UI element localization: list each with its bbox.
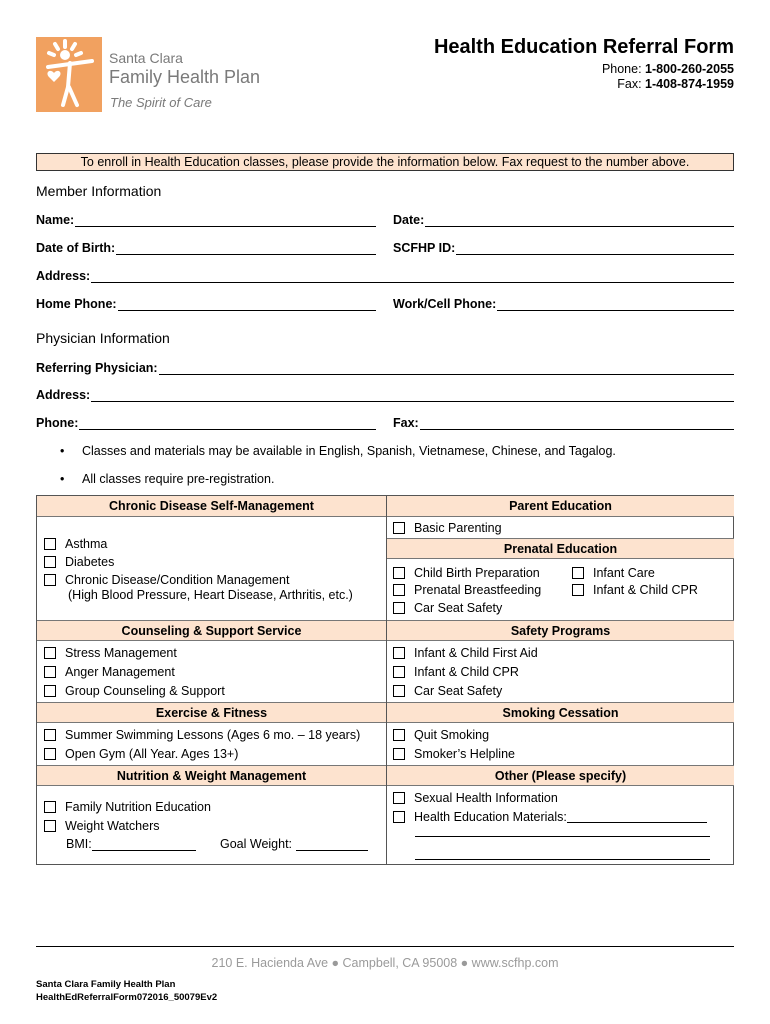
physician-fax-line[interactable]: [420, 417, 734, 430]
footer-form-id: HealthEdReferralForm072016_50079Ev2: [36, 992, 218, 1003]
logo-text: [109, 50, 260, 88]
family-nutrition-option[interactable]: [44, 798, 211, 815]
referring-physician-field[interactable]: [36, 359, 734, 375]
anger-management-option[interactable]: [44, 663, 175, 680]
checkbox[interactable]: [393, 729, 405, 741]
member-address-field[interactable]: [36, 267, 734, 283]
physician-section-title: Physician Information: [36, 330, 170, 346]
physician-fax-field[interactable]: [393, 414, 734, 430]
member-address-label: Address:: [36, 269, 91, 283]
option-label: Quit Smoking: [414, 727, 490, 742]
home-phone-label: Home Phone:: [36, 297, 117, 311]
member-name-field[interactable]: [36, 211, 376, 227]
bullet-text: All classes require pre-registration.: [82, 472, 275, 486]
health-materials-option[interactable]: [393, 808, 707, 825]
checkbox[interactable]: [44, 748, 56, 760]
basic-parenting-option[interactable]: [393, 519, 502, 536]
option-label: Health Education Materials:: [414, 809, 567, 824]
exercise-header: Exercise & Fitness: [37, 702, 386, 723]
instruction-banner: To enroll in Health Education classes, please provide the information below. Fax request to the number above.: [36, 153, 734, 171]
physician-fax-label: Fax:: [393, 416, 419, 430]
checkbox[interactable]: [44, 729, 56, 741]
checkbox[interactable]: [393, 647, 405, 659]
option-label: Asthma: [65, 536, 108, 551]
option-label: Infant Care: [593, 565, 655, 580]
dob-field[interactable]: [36, 239, 376, 255]
tagline: The Spirit of Care: [110, 95, 212, 110]
option-label: Car Seat Safety: [414, 683, 503, 698]
member-date-line[interactable]: [425, 214, 734, 227]
footer-ids: [36, 978, 217, 1004]
physician-phone-field[interactable]: [36, 414, 376, 430]
bullet-languages: [60, 444, 616, 458]
checkbox[interactable]: [572, 567, 584, 579]
option-label: Infant & Child CPR: [414, 664, 519, 679]
option-label: Family Nutrition Education: [65, 799, 211, 814]
option-label: Anger Management: [65, 664, 175, 679]
page-title: Health Education Referral Form: [433, 36, 734, 58]
physician-address-label: Address:: [36, 388, 91, 402]
physician-phone-label: Phone:: [36, 416, 79, 430]
goal-weight-label: Goal Weight:: [220, 837, 293, 851]
checkbox[interactable]: [44, 820, 56, 832]
other-specify-line-2[interactable]: [415, 847, 710, 860]
option-label: Prenatal Breastfeeding: [414, 582, 542, 597]
group-counseling-option[interactable]: [44, 682, 225, 699]
bullet-dot: •: [60, 472, 65, 486]
chronic-header: Chronic Disease Self-Management: [37, 496, 386, 517]
option-label: Infant & Child First Aid: [414, 645, 538, 660]
scfhp-id-field[interactable]: [393, 239, 734, 255]
chronic-condition-option[interactable]: [44, 571, 289, 588]
diabetes-option[interactable]: [44, 553, 114, 570]
member-section-title: Member Information: [36, 183, 162, 199]
checkbox[interactable]: [393, 567, 405, 579]
home-phone-line[interactable]: [118, 298, 376, 311]
checkbox[interactable]: [393, 685, 405, 697]
checkbox[interactable]: [44, 666, 56, 678]
option-label: Group Counseling & Support: [65, 683, 225, 698]
option-label: Open Gym (All Year. Ages 13+): [65, 746, 239, 761]
first-aid-option[interactable]: [393, 644, 538, 661]
checkbox[interactable]: [393, 792, 405, 804]
physician-address-field[interactable]: [36, 386, 734, 402]
bmi-label: BMI:: [66, 837, 92, 851]
referring-physician-line[interactable]: [159, 362, 734, 375]
chronic-note: (High Blood Pressure, Heart Disease, Arthritis, etc.): [68, 588, 353, 602]
member-name-line[interactable]: [75, 214, 376, 227]
checkbox[interactable]: [393, 602, 405, 614]
physician-address-line[interactable]: [91, 389, 734, 402]
sexual-health-option[interactable]: [393, 789, 558, 806]
work-phone-label: Work/Cell Phone:: [393, 297, 497, 311]
checkbox[interactable]: [393, 522, 405, 534]
checkbox[interactable]: [44, 538, 56, 550]
checkbox[interactable]: [44, 685, 56, 697]
prenatal-header: Prenatal Education: [387, 538, 734, 559]
checkbox[interactable]: [393, 584, 405, 596]
work-phone-field[interactable]: [393, 295, 734, 311]
fax-label: Fax:: [617, 77, 646, 91]
home-phone-field[interactable]: [36, 295, 376, 311]
health-materials-line[interactable]: [567, 810, 707, 823]
phone-number: 1-800-260-2055: [645, 62, 734, 76]
bmi-line[interactable]: [92, 838, 196, 851]
safety-cpr-option[interactable]: [393, 663, 519, 680]
phone-label: Phone:: [601, 62, 646, 76]
infant-care-option[interactable]: [572, 564, 655, 581]
nutrition-header: Nutrition & Weight Management: [37, 765, 386, 786]
footer-divider: [36, 946, 734, 947]
contact-block: [602, 62, 734, 92]
dob-line[interactable]: [116, 242, 376, 255]
asthma-option[interactable]: [44, 535, 107, 552]
parent-header: Parent Education: [387, 496, 734, 517]
member-address-line[interactable]: [91, 270, 734, 283]
bmi-field[interactable]: [66, 837, 196, 851]
referring-physician-label: Referring Physician:: [36, 361, 158, 375]
scfhp-id-label: SCFHP ID:: [393, 241, 456, 255]
option-label: Diabetes: [65, 554, 115, 569]
safety-header: Safety Programs: [387, 620, 734, 641]
checkbox[interactable]: [393, 811, 405, 823]
logo-line1: Santa Clara: [109, 50, 183, 66]
prenatal-car-seat-option[interactable]: [393, 599, 502, 616]
other-header: Other (Please specify): [387, 765, 734, 786]
member-date-label: Date:: [393, 213, 425, 227]
smokers-helpline-option[interactable]: [393, 745, 515, 762]
open-gym-option[interactable]: [44, 745, 238, 762]
prenatal-breastfeeding-option[interactable]: [393, 581, 541, 598]
work-phone-line[interactable]: [497, 298, 734, 311]
logo-line2: Family Health Plan: [109, 67, 261, 87]
logo-mark: [36, 37, 102, 112]
counseling-header: Counseling & Support Service: [37, 620, 386, 641]
smoking-header: Smoking Cessation: [387, 702, 734, 723]
fax-number: 1-408-874-1959: [645, 77, 734, 91]
member-name-label: Name:: [36, 213, 75, 227]
weight-watchers-option[interactable]: [44, 817, 159, 834]
footer-org: Santa Clara Family Health Plan: [36, 979, 176, 990]
option-label: Chronic Disease/Condition Management: [65, 572, 290, 587]
option-label: Stress Management: [65, 645, 177, 660]
other-specify-line-1[interactable]: [415, 824, 710, 837]
goal-weight-field[interactable]: [220, 837, 368, 851]
checkbox[interactable]: [44, 647, 56, 659]
scfhp-id-line[interactable]: [456, 242, 734, 255]
option-label: Summer Swimming Lessons (Ages 6 mo. – 18 years): [65, 727, 361, 742]
option-label: Sexual Health Information: [414, 790, 558, 805]
child-birth-option[interactable]: [393, 564, 540, 581]
option-label: Smoker’s Helpline: [414, 746, 515, 761]
bullet-dot: •: [60, 444, 65, 458]
class-selection-table: [36, 495, 734, 865]
footer-address: 210 E. Hacienda Ave ● Campbell, CA 95008 ● www.scfhp.com: [211, 956, 559, 970]
quit-smoking-option[interactable]: [393, 726, 489, 743]
bullet-text: Classes and materials may be available in English, Spanish, Vietnamese, Chinese, and Tagalog.: [82, 444, 616, 458]
member-date-field[interactable]: [393, 211, 734, 227]
option-label: Basic Parenting: [414, 520, 502, 535]
checkbox[interactable]: [44, 574, 56, 586]
prenatal-cpr-option[interactable]: [572, 581, 698, 598]
option-label: Infant & Child CPR: [593, 582, 698, 597]
checkbox[interactable]: [44, 801, 56, 813]
person-icon: [36, 37, 102, 112]
option-label: Child Birth Preparation: [414, 565, 540, 580]
option-label: Weight Watchers: [65, 818, 160, 833]
physician-phone-line[interactable]: [79, 417, 376, 430]
checkbox[interactable]: [393, 666, 405, 678]
goal-weight-line[interactable]: [296, 838, 368, 851]
option-label: Car Seat Safety: [414, 600, 503, 615]
checkbox[interactable]: [393, 748, 405, 760]
safety-car-seat-option[interactable]: [393, 682, 502, 699]
swimming-option[interactable]: [44, 726, 360, 743]
dob-label: Date of Birth:: [36, 241, 116, 255]
checkbox[interactable]: [572, 584, 584, 596]
stress-management-option[interactable]: [44, 644, 177, 661]
checkbox[interactable]: [44, 556, 56, 568]
bullet-registration: [60, 472, 274, 486]
